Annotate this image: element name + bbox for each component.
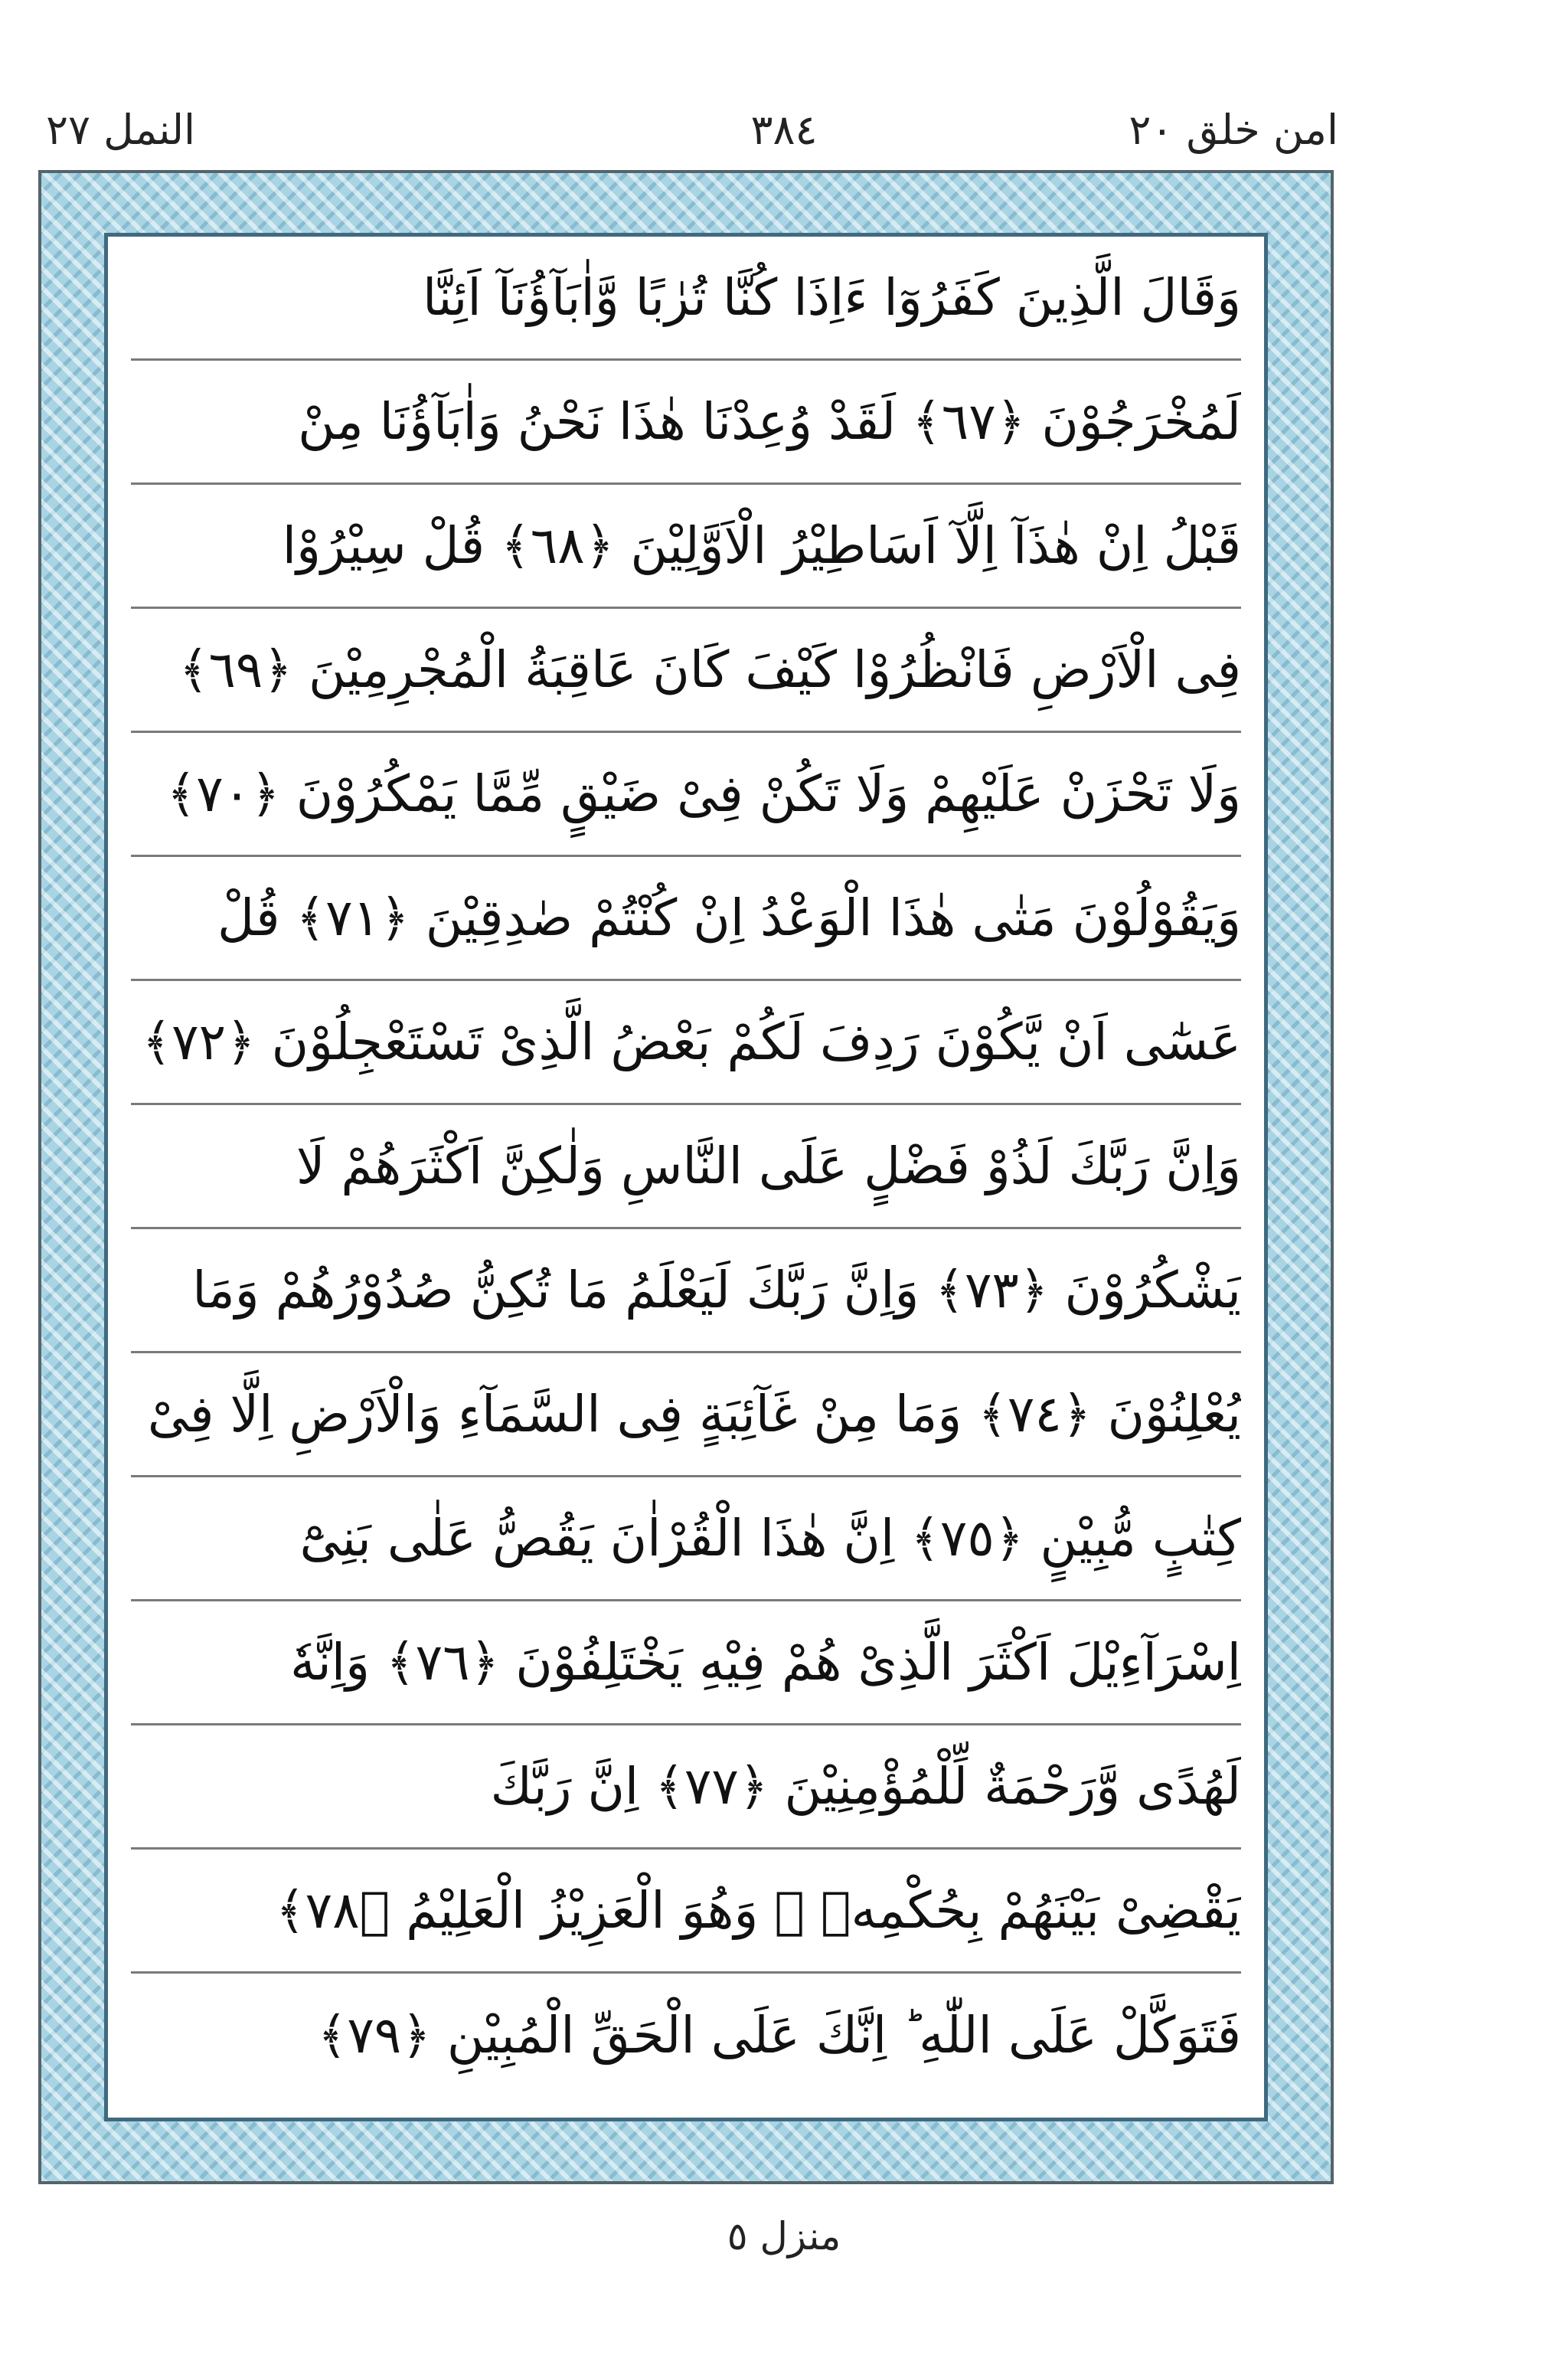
verse-line: لَهُدًى وَّرَحْمَةٌ لِّلْمُؤْمِنِيْنَ ﴿٧٧﴾ اِنَّ رَبَّكَ: [131, 1725, 1241, 1850]
verse-line: وَيَقُوْلُوْنَ مَتٰى هٰذَا الْوَعْدُ اِنْ كُنْتُمْ صٰدِقِيْنَ ﴿٧١﴾ قُلْ: [131, 857, 1241, 981]
verse-line: قَبْلُ اِنْ هٰذَآ اِلَّآ اَسَاطِيْرُ الْاَوَّلِيْنَ ﴿٦٨﴾ قُلْ سِيْرُوْا: [131, 485, 1241, 609]
verse-line: فِى الْاَرْضِ فَانْظُرُوْا كَيْفَ كَانَ عَاقِبَةُ الْمُجْرِمِيْنَ ﴿٦٩﴾: [131, 609, 1241, 733]
verse-line: وَاِنَّ رَبَّكَ لَذُوْ فَضْلٍ عَلَى النَّاسِ وَلٰكِنَّ اَكْثَرَهُمْ لَا: [131, 1105, 1241, 1229]
verse-line: عَسٰٓى اَنْ يَّكُوْنَ رَدِفَ لَكُمْ بَعْضُ الَّذِىْ تَسْتَعْجِلُوْنَ ﴿٧٢﴾: [131, 981, 1241, 1105]
page-header: [0, 92, 1568, 168]
page-number: ٣٨٤: [750, 106, 818, 154]
verse-line: وَقَالَ الَّذِينَ كَفَرُوٓا ءَاِذَا كُنَّا تُرٰبًا وَّاٰبَآؤُنَآ اَئِنَّا: [131, 237, 1241, 361]
manzil-label: منزل ٥: [727, 2214, 841, 2259]
juz-label: امن خلق ٢٠: [1129, 106, 1338, 154]
verse-line: كِتٰبٍ مُّبِيْنٍ ﴿٧٥﴾ اِنَّ هٰذَا الْقُرْاٰنَ يَقُصُّ عَلٰى بَنِىْٓ: [131, 1477, 1241, 1601]
verse-line: يَشْكُرُوْنَ ﴿٧٣﴾ وَاِنَّ رَبَّكَ لَيَعْلَمُ مَا تُكِنُّ صُدُوْرُهُمْ وَمَا: [131, 1229, 1241, 1353]
verse-line: يَقْضِىْ بَيْنَهُمْ بِحُكْمِهٖ ۚ وَهُوَ الْعَزِيْزُ الْعَلِيْمُ ﴿٧٨﴾: [131, 1850, 1241, 1974]
verse-line: لَمُخْرَجُوْنَ ﴿٦٧﴾ لَقَدْ وُعِدْنَا هٰذَا نَحْنُ وَاٰبَآؤُنَا مِنْ: [131, 361, 1241, 485]
verse-line: وَلَا تَحْزَنْ عَلَيْهِمْ وَلَا تَكُنْ فِىْ ضَيْقٍ مِّمَّا يَمْكُرُوْنَ ﴿٧٠﴾: [131, 733, 1241, 857]
surah-label: النمل ٢٧: [46, 106, 196, 154]
text-panel: [104, 233, 1268, 2121]
decorative-border: [38, 170, 1334, 2184]
verse-line: فَتَوَكَّلْ عَلَى اللّٰهِ ؕ اِنَّكَ عَلَى الْحَقِّ الْمُبِيْنِ ﴿٧٩﴾: [317, 2006, 1241, 2065]
verse-line: يُعْلِنُوْنَ ﴿٧٤﴾ وَمَا مِنْ غَآئِبَةٍ فِى السَّمَآءِ وَالْاَرْضِ اِلَّا فِىْ: [131, 1353, 1241, 1477]
verse-line: اِسْرَآءِيْلَ اَكْثَرَ الَّذِىْ هُمْ فِيْهِ يَخْتَلِفُوْنَ ﴿٧٦﴾ وَاِنَّهٗ: [131, 1601, 1241, 1725]
